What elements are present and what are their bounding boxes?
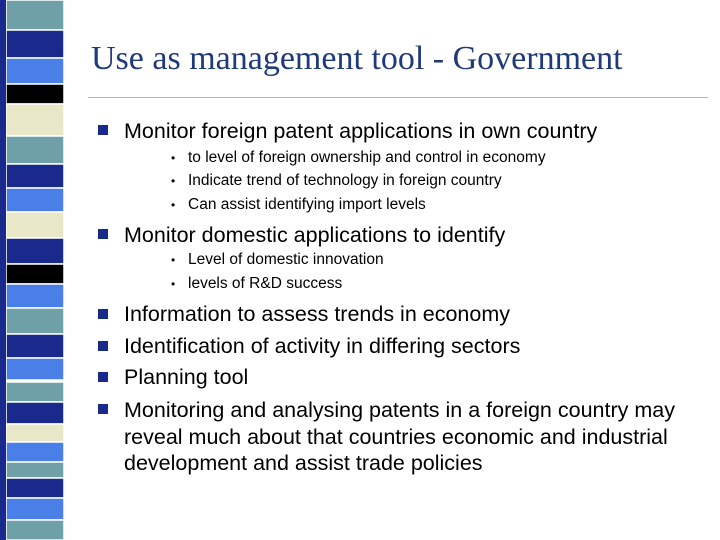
stripe-block [6, 442, 64, 462]
stripe-block [6, 358, 64, 380]
stripe-block [6, 30, 64, 58]
decorative-stripe [0, 0, 64, 540]
sub-bullet-item: levels of R&D success [188, 275, 343, 292]
stripe-block [6, 382, 64, 402]
bullet-item: Planning tool [124, 365, 249, 389]
bullet-marker [98, 404, 108, 414]
bullet-item: Monitoring and analysing patents in a foreign country may reveal much about that countries economic and industrial development and assist trade policies [124, 398, 675, 475]
stripe-block [6, 402, 64, 424]
sub-bullet-marker: • [171, 277, 176, 291]
bullet-marker [98, 341, 108, 351]
stripe-block [6, 58, 64, 84]
stripe-edge [0, 0, 6, 540]
bullet-item: Monitor domestic applications to identify [124, 223, 506, 247]
bullet-item: Monitor foreign patent applications in own country [124, 119, 598, 143]
stripe-block [6, 520, 64, 540]
stripe-block [6, 462, 64, 478]
stripe-block [6, 424, 64, 442]
sub-bullet-marker: • [171, 151, 176, 165]
stripe-block [6, 284, 64, 308]
stripe-block [6, 136, 64, 164]
sub-bullet-item: Can assist identifying import levels [188, 196, 426, 213]
bullet-item: Information to assess trends in economy [124, 302, 510, 326]
stripe-block [6, 334, 64, 358]
stripe-block [6, 104, 64, 136]
stripe-block [6, 308, 64, 334]
slide-title: Use as management tool - Government [91, 40, 623, 77]
sub-bullet-item: to level of foreign ownership and control in economy [188, 149, 546, 166]
sub-bullet-marker: • [171, 253, 176, 267]
stripe-block [6, 164, 64, 188]
stripe-block [6, 212, 64, 238]
stripe-block [6, 264, 64, 284]
stripe-block [6, 498, 64, 520]
title-divider [88, 97, 708, 98]
stripe-block [6, 478, 64, 498]
stripe-block [6, 84, 64, 104]
bullet-marker [98, 372, 108, 382]
stripe-block [6, 188, 64, 212]
bullet-marker [98, 309, 108, 319]
sub-bullet-item: Indicate trend of technology in foreign country [188, 172, 502, 189]
sub-bullet-marker: • [171, 174, 176, 188]
stripe-block [6, 0, 64, 30]
bullet-marker [98, 125, 108, 135]
sub-bullet-item: Level of domestic innovation [188, 251, 384, 268]
sub-bullet-marker: • [171, 198, 176, 212]
bullet-marker [98, 229, 108, 239]
stripe-block [6, 238, 64, 264]
bullet-item: Identification of activity in differing sectors [124, 334, 521, 358]
